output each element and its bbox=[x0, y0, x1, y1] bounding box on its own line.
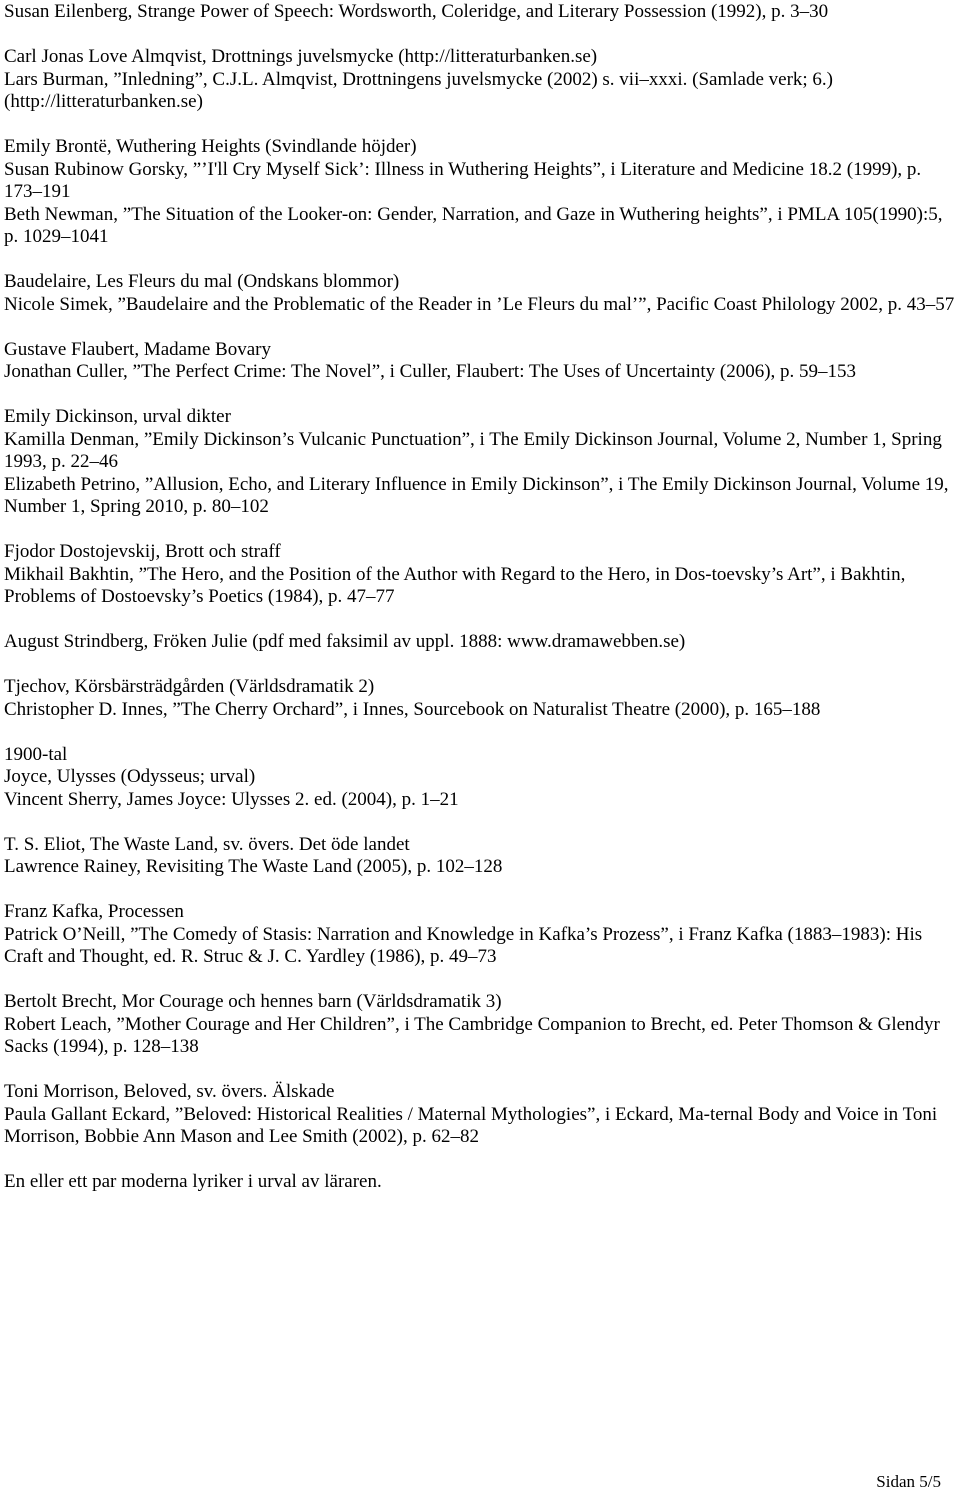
primary-text: Fjodor Dostojevskij, Brott och straff bbox=[4, 541, 281, 562]
secondary-reference: Vincent Sherry, James Joyce: Ulysses 2. ed. (2004), p. 1–21 bbox=[4, 788, 459, 810]
entry-morrison bbox=[4, 1081, 956, 1149]
primary-text: August Strindberg, Fröken Julie (pdf med faksimil av uppl. 1888: www.dramawebben.se) bbox=[4, 631, 686, 652]
entry-almqvist bbox=[4, 46, 956, 114]
section-heading: 1900-tal bbox=[4, 743, 68, 765]
secondary-reference: Susan Rubinow Gorsky, ”’I'll Cry Myself Sick’: Illness in Wuthering Heights”, i Literature and Medicine 18.2 (1999), p. 173–191 bbox=[4, 158, 922, 202]
secondary-reference: Paula Gallant Eckard, ”Beloved: Historical Realities / Maternal Mythologies”, i Eckard, Ma-ternal Body and Voice in Toni Morrison, Bobbie Ann Mason and Lee Smith (2002), p. 62–82 bbox=[4, 1103, 938, 1147]
text-line: En eller ett par moderna lyriker i urval av läraren. bbox=[4, 1171, 382, 1192]
primary-text: Emily Brontë, Wuthering Heights (Svindlande höjder) bbox=[4, 136, 417, 157]
text-line: Susan Eilenberg, Strange Power of Speech: Wordsworth, Coleridge, and Literary Possession (1992), p. 3–30 bbox=[4, 1, 829, 22]
primary-text: Emily Dickinson, urval dikter bbox=[4, 406, 231, 427]
entry-lyrik bbox=[4, 1171, 956, 1194]
secondary-reference: Nicole Simek, ”Baudelaire and the Problematic of the Reader in ’Le Fleurs du mal’”, Pacific Coast Philology 2002, p. 43–57 bbox=[4, 293, 955, 315]
entry-dickinson bbox=[4, 406, 956, 519]
primary-text: Baudelaire, Les Fleurs du mal (Ondskans blommor) bbox=[4, 271, 400, 292]
entry-kafka bbox=[4, 901, 956, 969]
page-number: Sidan 5/5 bbox=[876, 1472, 941, 1491]
secondary-reference: Patrick O’Neill, ”The Comedy of Stasis: Narration and Knowledge in Kafka’s Prozess”, i Franz Kafka (1883–1983): His Craft and Thought, ed. R. Struc & J. C. Yardley (1986), p. 49–73 bbox=[4, 923, 923, 967]
primary-text: Bertolt Brecht, Mor Courage och hennes barn (Världsdramatik 3) bbox=[4, 991, 502, 1012]
entry-dostojevskij bbox=[4, 541, 956, 609]
secondary-reference: Beth Newman, ”The Situation of the Looker-on: Gender, Narration, and Gaze in Wuthering heights”, i PMLA 105(1990):5, p. 1029–1041 bbox=[4, 203, 943, 247]
secondary-reference: Christopher D. Innes, ”The Cherry Orchard”, i Innes, Sourcebook on Naturalist Theatre (2000), p. 165–188 bbox=[4, 698, 821, 720]
entry-eliot bbox=[4, 834, 956, 879]
primary-text: Toni Morrison, Beloved, sv. övers. Älskade bbox=[4, 1081, 335, 1102]
entry-eilenberg bbox=[4, 1, 956, 24]
entry-brecht bbox=[4, 991, 956, 1059]
reading-list bbox=[4, 1, 956, 1216]
primary-text: Carl Jonas Love Almqvist, Drottnings juvelsmycke (http://litteraturbanken.se) bbox=[4, 46, 598, 67]
entry-joyce bbox=[4, 744, 956, 812]
entry-strindberg bbox=[4, 631, 956, 654]
secondary-reference: Lawrence Rainey, Revisiting The Waste Land (2005), p. 102–128 bbox=[4, 856, 503, 877]
primary-text: Gustave Flaubert, Madame Bovary bbox=[4, 338, 271, 360]
secondary-reference: Lars Burman, ”Inledning”, C.J.L. Almqvist, Drottningens juvelsmycke (2002) s. vii–xxxi. (Samlade verk; 6.) (http://litteraturbanken.se) bbox=[4, 68, 834, 112]
primary-text: T. S. Eliot, The Waste Land, sv. övers. Det öde landet bbox=[4, 833, 410, 855]
entry-flaubert bbox=[4, 339, 956, 384]
primary-text: Tjechov, Körsbärsträdgården (Världsdramatik 2) bbox=[4, 676, 375, 697]
secondary-reference: Jonathan Culler, ”The Perfect Crime: The Novel”, i Culler, Flaubert: The Uses of Uncertainty (2006), p. 59–153 bbox=[4, 361, 857, 382]
entry-baudelaire bbox=[4, 271, 956, 316]
secondary-reference: Kamilla Denman, ”Emily Dickinson’s Vulcanic Punctuation”, i The Emily Dickinson Journal, Volume 2, Number 1, Spring 1993, p. 22–46 bbox=[4, 428, 942, 472]
entry-bronte bbox=[4, 136, 956, 249]
secondary-reference: Robert Leach, ”Mother Courage and Her Children”, i The Cambridge Companion to Brecht, ed. Peter Thomson & Glendyr Sacks (1994), p. 128–138 bbox=[4, 1013, 940, 1057]
secondary-reference: Elizabeth Petrino, ”Allusion, Echo, and Literary Influence in Emily Dickinson”, i The Emily Dickinson Journal, Volume 19, Number 1, Spring 2010, p. 80–102 bbox=[4, 473, 949, 517]
entry-tjechov bbox=[4, 676, 956, 721]
secondary-reference: Mikhail Bakhtin, ”The Hero, and the Position of the Author with Regard to the Hero, in Dos-toevsky’s Art”, i Bakhtin, Problems of Dostoevsky’s Poetics (1984), p. 47–77 bbox=[4, 563, 906, 607]
primary-text: Joyce, Ulysses (Odysseus; urval) bbox=[4, 766, 256, 787]
primary-text: Franz Kafka, Processen bbox=[4, 901, 184, 922]
